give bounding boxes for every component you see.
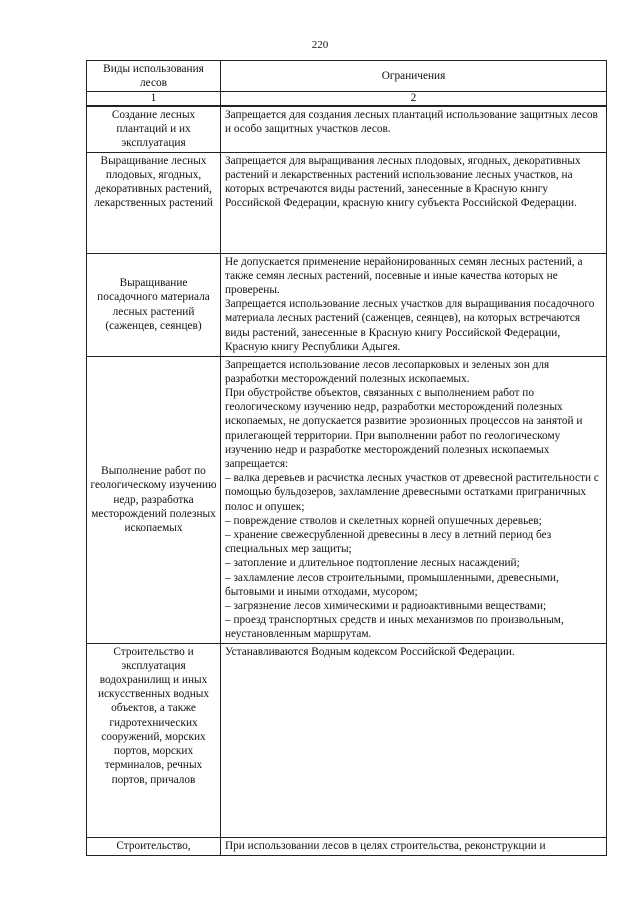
use-cell: Выращивание посадочного материала лесных растений (саженцев, сеянцев) — [87, 253, 221, 356]
column-number-1: 1 — [87, 92, 221, 107]
table-row — [87, 152, 607, 253]
use-cell: Строительство, — [87, 837, 221, 855]
restriction-list-item: – хранение свежесрубленной древесины в лесу в летний период без специальных мер защиты; — [225, 529, 552, 556]
restriction-cell — [221, 152, 607, 253]
restriction-list-item: – проезд транспортных средств и иных механизмов по произвольным, неустановленным маршрутам. — [225, 614, 564, 641]
restrictions-table — [86, 60, 607, 856]
use-cell: Строительство и эксплуатация водохранилищ и иных искусственных водных объектов, а также гидротехнических сооружений, морских портов, морских терминалов, речных портов, причалов — [87, 643, 221, 837]
restriction-paragraph: При использовании лесов в целях строительства, реконструкции и — [225, 839, 546, 852]
use-cell: Создание лесных плантаций и их эксплуатация — [87, 106, 221, 152]
restriction-list-item: – повреждение стволов и скелетных корней опушечных деревьев; — [225, 514, 542, 527]
page-number: 220 — [311, 39, 329, 51]
restriction-cell — [221, 253, 607, 356]
restriction-paragraph: Запрещается использование лесных участков для выращивания посадочного материала лесных растений (саженцев, сеянцев), на которых встречаются виды растений, занесенные в Красную книгу Российской Федерации, Красную книгу Республики Адыгея. — [225, 298, 595, 353]
restriction-paragraph: Запрещается для выращивания лесных плодовых, ягодных, декоративных растений и лекарственных растений использование лесных участков, на которых встречаются виды растений, занесенные в Красную книгу Российской Федерации, красную книгу субъекта Российской Федерации. — [225, 154, 581, 210]
use-cell: Выращивание лесных плодовых, ягодных, декоративных растений, лекарственных растений — [87, 152, 221, 253]
column-number-2: 2 — [221, 92, 607, 107]
restriction-paragraph: Запрещается для создания лесных плантаций использование защитных лесов и особо защитных участков лесов. — [225, 109, 598, 136]
column-numbering-row — [87, 92, 607, 107]
restriction-list-item: – валка деревьев и расчистка лесных участков от древесной растительности с помощью бульдозеров, захламление древесными остатками приграничных полос и опушек; — [225, 472, 599, 513]
restriction-cell — [221, 643, 607, 837]
table-header-row — [87, 61, 607, 92]
table-row — [87, 253, 607, 356]
table-row — [87, 643, 607, 837]
restriction-cell — [221, 356, 607, 643]
restriction-cell — [221, 106, 607, 152]
restriction-paragraph: Запрещается использование лесов лесопарковых и зеленых зон для разработки месторождений полезных ископаемых. — [225, 358, 550, 385]
restriction-cell — [221, 837, 607, 855]
restriction-list-item: – загрязнение лесов химическими и радиоактивными веществами; — [225, 600, 547, 613]
table-row — [87, 837, 607, 855]
use-cell: Выполнение работ по геологическому изучению недр, разработка месторождений полезных ископаемых — [87, 356, 221, 643]
restriction-paragraph: Не допускается применение нерайонированных семян лесных растений, а также семян лесных растений, посевные и иные качества которых не проверены. — [225, 255, 583, 297]
table-row — [87, 356, 607, 643]
header-restrictions: Ограничения — [221, 61, 607, 92]
restriction-list-item: – захламление лесов строительными, промышленными, древесными, бытовыми и иными отходами, мусором; — [225, 571, 559, 598]
restriction-paragraph: Устанавливаются Водным кодексом Российской Федерации. — [225, 645, 515, 658]
header-use-types: Виды использования лесов — [87, 61, 221, 92]
restriction-paragraph: При обустройстве объектов, связанных с выполнением работ по геологическому изучению недр, разработки месторождений полезных ископаемых, не допускается развитие эрозионных процессов на занятой и прилегающей территории. При выполнении работ по геологическому изучению недр и разработке месторождений полезных ископаемых запрещается: — [225, 387, 583, 471]
table-row — [87, 106, 607, 152]
restriction-list-item: – затопление и длительное подтопление лесных насаждений; — [225, 557, 520, 570]
